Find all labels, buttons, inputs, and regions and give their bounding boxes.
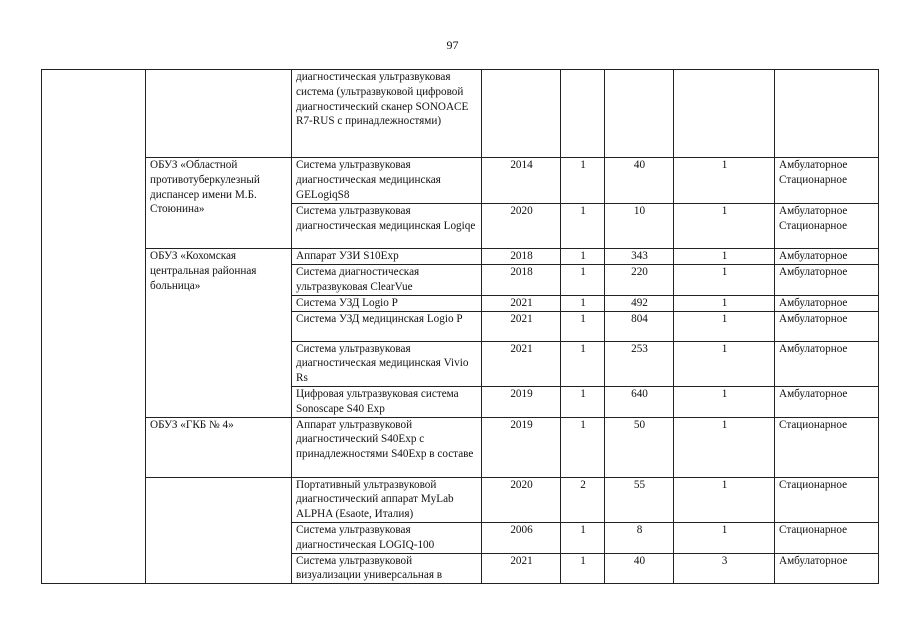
year-cell: 2020 [482, 204, 561, 249]
value-cell: 10 [605, 204, 674, 249]
count-cell: 2 [561, 477, 605, 522]
count-cell: 1 [561, 522, 605, 553]
value-cell: 804 [605, 311, 674, 341]
count-cell: 1 [561, 249, 605, 265]
mode-cell: Амбулаторное [775, 553, 879, 584]
equipment-cell: Система диагностическая ультразвуковая ClearVue [292, 264, 482, 295]
year-cell: 2018 [482, 249, 561, 265]
equipment-cell: Система ультразвуковая диагностическая медицинская Vivio Rs [292, 341, 482, 386]
year-cell: 2019 [482, 386, 561, 417]
value-cell: 220 [605, 264, 674, 295]
count-cell: 1 [561, 204, 605, 249]
value-cell: 492 [605, 295, 674, 311]
year-cell: 2021 [482, 553, 561, 584]
value-cell [605, 70, 674, 158]
value-cell: 1 [674, 417, 775, 477]
value-cell: 8 [605, 522, 674, 553]
mode-cell: Стационарное [775, 417, 879, 477]
year-cell: 2020 [482, 477, 561, 522]
value-cell: 3 [674, 553, 775, 584]
organization-cell: ОБУЗ «ГКБ № 4» [146, 417, 292, 477]
page-number: 97 [446, 38, 459, 52]
value-cell: 343 [605, 249, 674, 265]
value-cell: 1 [674, 158, 775, 204]
mode-cell: Амбулаторное Стационарное [775, 204, 879, 249]
mode-cell: Амбулаторное [775, 311, 879, 341]
count-cell: 1 [561, 264, 605, 295]
table-row [42, 477, 879, 522]
mode-cell: Амбулаторное Стационарное [775, 158, 879, 204]
count-cell: 1 [561, 295, 605, 311]
equipment-cell: Система ультразвуковая диагностическая LOGIQ-100 [292, 522, 482, 553]
organization-cell: ОБУЗ «Кохомская центральная районная больница» [146, 249, 292, 418]
count-cell: 1 [561, 158, 605, 204]
value-cell: 50 [605, 417, 674, 477]
year-cell: 2018 [482, 264, 561, 295]
year-cell: 2021 [482, 295, 561, 311]
table-row [42, 70, 879, 158]
mode-cell: Стационарное [775, 477, 879, 522]
year-cell [482, 70, 561, 158]
year-cell: 2021 [482, 311, 561, 341]
equipment-cell: Система ультразвуковой визуализации универсальная в [292, 553, 482, 584]
equipment-cell: Система УЗД медицинская Logio P [292, 311, 482, 341]
equipment-cell: Цифровая ультразвуковая система Sonoscape S40 Exp [292, 386, 482, 417]
value-cell: 1 [674, 249, 775, 265]
equipment-table [41, 69, 879, 584]
number-cell [42, 70, 146, 584]
table-row [42, 417, 879, 477]
value-cell: 640 [605, 386, 674, 417]
equipment-cell: Аппарат ультразвуковой диагностический S40Exp с принадлежностями S40Exp в составе [292, 417, 482, 477]
year-cell: 2021 [482, 341, 561, 386]
value-cell: 1 [674, 477, 775, 522]
mode-cell: Амбулаторное [775, 264, 879, 295]
value-cell: 1 [674, 522, 775, 553]
mode-cell: Амбулаторное [775, 386, 879, 417]
organization-cell: ОБУЗ «Областной противотуберкулезный диспансер имени М.Б. Стоюнина» [146, 158, 292, 249]
mode-cell: Стационарное [775, 522, 879, 553]
organization-cell [146, 477, 292, 584]
count-cell: 1 [561, 311, 605, 341]
value-cell: 1 [674, 311, 775, 341]
equipment-cell: Система ультразвуковая диагностическая медицинская Logiqe [292, 204, 482, 249]
mode-cell: Амбулаторное [775, 341, 879, 386]
value-cell: 1 [674, 204, 775, 249]
value-cell: 253 [605, 341, 674, 386]
value-cell: 55 [605, 477, 674, 522]
value-cell: 1 [674, 386, 775, 417]
table-row [42, 158, 879, 204]
value-cell [674, 70, 775, 158]
count-cell [561, 70, 605, 158]
value-cell: 1 [674, 264, 775, 295]
table-row [42, 249, 879, 265]
year-cell: 2014 [482, 158, 561, 204]
equipment-cell: Система ультразвуковая диагностическая медицинская GELogiqS8 [292, 158, 482, 204]
count-cell: 1 [561, 386, 605, 417]
mode-cell [775, 70, 879, 158]
count-cell: 1 [561, 417, 605, 477]
value-cell: 1 [674, 341, 775, 386]
year-cell: 2006 [482, 522, 561, 553]
equipment-cell: Аппарат УЗИ S10Exp [292, 249, 482, 265]
value-cell: 40 [605, 158, 674, 204]
value-cell: 1 [674, 295, 775, 311]
equipment-cell: диагностическая ультразвуковая система (ультразвуковой цифровой диагностический сканер SONOACE R7-RUS с принадлежностями) [292, 70, 482, 158]
mode-cell: Амбулаторное [775, 249, 879, 265]
organization-cell [146, 70, 292, 158]
value-cell: 40 [605, 553, 674, 584]
mode-cell: Амбулаторное [775, 295, 879, 311]
equipment-cell: Портативный ультразвуковой диагностический аппарат MyLab ALPHA (Esaote, Италия) [292, 477, 482, 522]
year-cell: 2019 [482, 417, 561, 477]
count-cell: 1 [561, 341, 605, 386]
equipment-cell: Система УЗД Logio P [292, 295, 482, 311]
count-cell: 1 [561, 553, 605, 584]
